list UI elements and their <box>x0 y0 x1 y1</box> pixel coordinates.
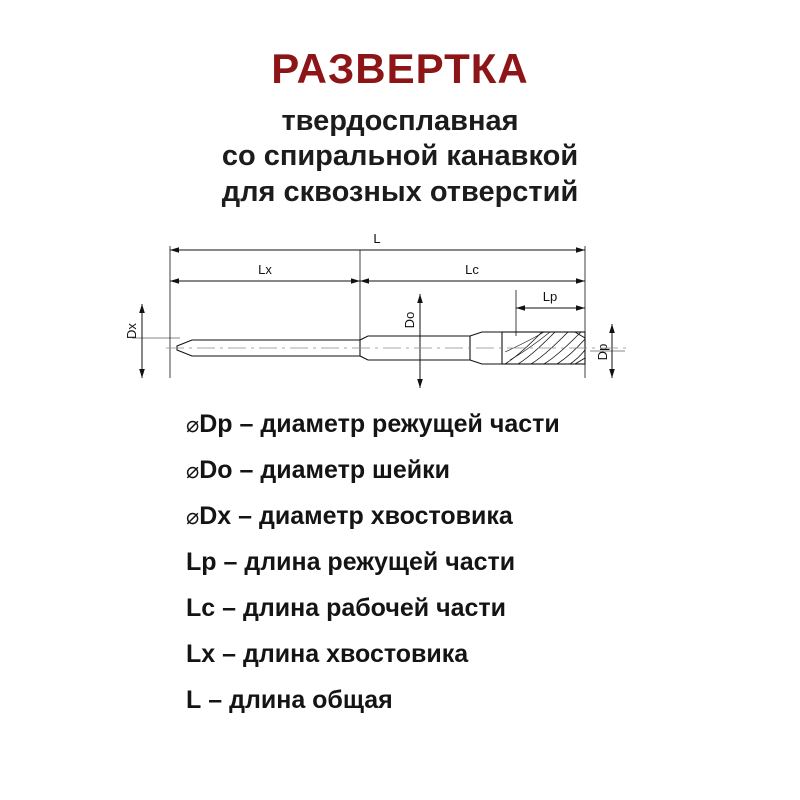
legend-symbol: Lp <box>186 548 217 576</box>
dimension-label-Lx: Lx <box>258 262 272 277</box>
page-title: РАЗВЕРТКА <box>271 45 529 92</box>
legend-dash: – <box>222 594 237 622</box>
legend-description: длина общая <box>229 686 393 714</box>
legend-dash: – <box>239 456 254 484</box>
legend-symbol: ⌀ Dx <box>186 502 231 530</box>
reamer-technical-drawing <box>120 228 680 418</box>
dimension-label-L: L <box>373 231 381 246</box>
legend-dash: – <box>238 502 253 530</box>
title-block <box>0 45 800 210</box>
dimension-label-Dx: Dx <box>124 323 139 339</box>
legend-list <box>186 412 786 734</box>
subtitle-line-2: со спиральной канавкой <box>221 140 579 173</box>
legend-item-lp <box>186 550 786 575</box>
legend-symbol: L <box>186 686 202 714</box>
legend-description: длина режущей части <box>244 548 516 576</box>
legend-symbol: Lx <box>186 640 216 668</box>
subtitle-line-1: твердосплавная <box>281 105 519 137</box>
legend-description: диаметр хвостовика <box>259 502 513 530</box>
dimension-label-Lc: Lc <box>465 262 479 277</box>
legend-description: диаметр режущей части <box>260 410 560 438</box>
legend-description: длина хвостовика <box>243 640 469 668</box>
legend-symbol: ⌀ Do <box>186 456 233 484</box>
legend-description: длина рабочей части <box>243 594 507 622</box>
legend-dash: – <box>239 410 254 438</box>
legend-item-do <box>186 458 786 483</box>
legend-item-lx <box>186 642 786 667</box>
dimension-label-Do: Do <box>402 311 417 329</box>
legend-item-dp <box>186 412 786 437</box>
legend-description: диаметр шейки <box>260 456 451 484</box>
legend-dash: – <box>223 548 238 576</box>
legend-dash: – <box>208 686 223 714</box>
legend-item-l <box>186 688 786 713</box>
legend-symbol: Lc <box>186 594 216 622</box>
legend-item-lc <box>186 596 786 621</box>
legend-dash: – <box>222 640 237 668</box>
dimension-label-Lp: Lp <box>542 289 558 304</box>
dimension-label-Dp: Dp <box>595 343 610 361</box>
subtitle-line-3: для сквозных отверстий <box>221 175 579 208</box>
legend-symbol: ⌀ Dp <box>186 410 233 438</box>
legend-item-dx <box>186 504 786 529</box>
